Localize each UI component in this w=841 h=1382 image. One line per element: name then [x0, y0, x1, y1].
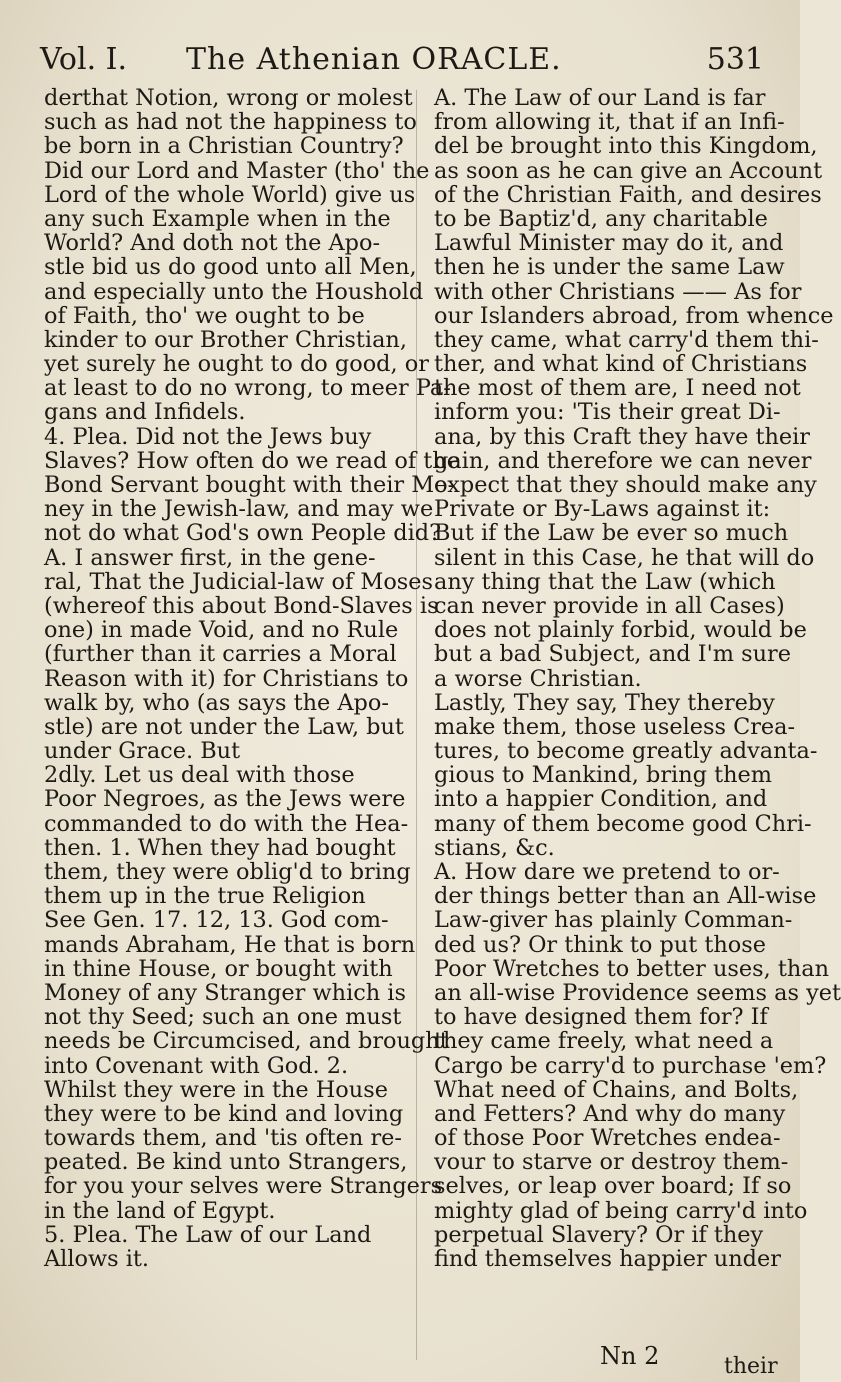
- text-line: as soon as he can give an Account: [434, 157, 823, 184]
- text-line: them, they were oblig'd to bring: [44, 859, 411, 885]
- text-line: but a bad Subject, and I'm sure: [434, 641, 791, 668]
- text-line: any such Example when in the: [44, 205, 391, 232]
- left-column: [44, 85, 460, 1272]
- text-line: can never provide in all Cases): [434, 592, 785, 619]
- text-line: ral, That the Judicial-law of Moses: [44, 568, 434, 595]
- text-line: with other Christians —— As for: [434, 278, 802, 305]
- text-line: gans and Infidels.: [44, 399, 246, 426]
- text-line: vour to starve or destroy them-: [434, 1149, 789, 1176]
- text-line: Private or By-Laws against it:: [434, 496, 771, 523]
- text-line: of those Poor Wretches endea-: [434, 1125, 781, 1152]
- text-line: Money of any Stranger which is: [44, 979, 406, 1006]
- text-line: 2dly. Let us deal with those: [44, 762, 355, 789]
- text-line: then. 1. When they had bought: [44, 834, 396, 861]
- text-line: them up in the true Religion: [44, 883, 366, 910]
- text-line: from allowing it, that if an Infi-: [434, 109, 785, 136]
- text-line: perpetual Slavery? Or if they: [434, 1221, 764, 1248]
- text-line: Slaves? How often do we read of the: [44, 447, 460, 474]
- text-line: into a happier Condition, and: [434, 786, 768, 813]
- page-number: 531: [706, 42, 764, 77]
- text-line: A. How dare we pretend to or-: [434, 859, 780, 885]
- text-line: (further than it carries a Moral: [44, 641, 397, 668]
- text-line: stle) are not under the Law, but: [44, 713, 404, 740]
- text-line: stle bid us do good unto all Men,: [44, 254, 417, 281]
- text-line: they were to be kind and loving: [44, 1100, 404, 1127]
- text-line: silent in this Case, he that will do: [434, 544, 815, 571]
- text-line: mighty glad of being carry'd into: [434, 1197, 808, 1224]
- text-line: expect that they should make any: [434, 472, 817, 498]
- text-line: World? And doth not the Apo-: [44, 230, 381, 257]
- text-line: gain, and therefore we can never: [434, 447, 812, 474]
- text-line: then he is under the same Law: [434, 254, 785, 281]
- text-line: See Gen. 17. 12, 13. God com-: [44, 907, 389, 934]
- text-line: they came, what carry'd them thi-: [434, 326, 819, 353]
- text-line: kinder to our Brother Christian,: [44, 326, 407, 353]
- text-line: ana, by this Craft they have their: [434, 423, 810, 450]
- text-line: selves, or leap over board; If so: [434, 1173, 792, 1200]
- text-line: But if the Law be ever so much: [434, 520, 789, 547]
- text-line: Allows it.: [44, 1246, 150, 1272]
- text-line: A. The Law of our Land is far: [434, 85, 766, 111]
- text-line: ney in the Jewish-law, and may we: [44, 496, 434, 523]
- text-line: Whilst they were in the House: [44, 1076, 388, 1103]
- text-line: Lawful Minister may do it, and: [434, 230, 784, 257]
- text-line: an all-wise Providence seems as yet: [434, 979, 841, 1006]
- text-line: the most of them are, I need not: [434, 375, 801, 402]
- text-line: Bond Servant bought with their Mo-: [44, 472, 456, 498]
- text-line: commanded to do with the Hea-: [44, 810, 409, 837]
- text-line: Lord of the whole World) give us: [44, 181, 416, 208]
- text-line: does not plainly forbid, would be: [434, 617, 807, 644]
- text-line: one) in made Void, and no Rule: [44, 617, 399, 644]
- text-line: into Covenant with God. 2.: [44, 1052, 349, 1079]
- text-line: ther, and what kind of Christians: [434, 351, 808, 378]
- text-line: inform you: 'Tis their great Di-: [434, 399, 781, 426]
- text-line: A. I answer first, in the gene-: [44, 544, 376, 571]
- text-line: find themselves happier under: [434, 1246, 781, 1272]
- text-line: under Grace. But: [44, 738, 241, 765]
- text-line: gious to Mankind, bring them: [434, 762, 772, 789]
- text-line: yet surely he ought to do good, or: [44, 351, 429, 378]
- text-line: not do what God's own People did?: [44, 520, 442, 547]
- text-line: del be brought into this Kingdom,: [434, 133, 818, 160]
- text-line: in the land of Egypt.: [44, 1197, 276, 1224]
- text-line: 5. Plea. The Law of our Land: [44, 1221, 372, 1248]
- text-line: be born in a Christian Country?: [44, 133, 404, 160]
- text-line: a worse Christian.: [434, 665, 642, 692]
- text-line: mands Abraham, He that is born: [44, 931, 416, 958]
- text-line: to have designed them for? If: [434, 1004, 768, 1031]
- text-line: make them, those useless Crea-: [434, 713, 796, 740]
- text-line: peated. Be kind unto Strangers,: [44, 1149, 408, 1176]
- text-line: Poor Negroes, as the Jews were: [44, 786, 406, 813]
- publication-title: The Athenian ORACLE.: [186, 42, 562, 77]
- text-line: needs be Circumcised, and brought: [44, 1028, 449, 1055]
- text-line: Cargo be carry'd to purchase 'em?: [434, 1052, 827, 1079]
- text-line: Lastly, They say, They thereby: [434, 689, 775, 716]
- text-line: of Faith, tho' we ought to be: [44, 302, 365, 329]
- text-line: not thy Seed; such an one must: [44, 1004, 402, 1031]
- text-line: such as had not the happiness to: [44, 109, 417, 136]
- text-line: Reason with it) for Christians to: [44, 665, 409, 692]
- text-line: and especially unto the Houshold: [44, 278, 424, 305]
- text-line: many of them become good Chri-: [434, 810, 812, 837]
- text-line: 4. Plea. Did not the Jews buy: [44, 423, 372, 450]
- text-line: Law-giver has plainly Comman-: [434, 907, 793, 934]
- text-line: and Fetters? And why do many: [434, 1100, 786, 1127]
- text-line: stians, &c.: [434, 834, 555, 861]
- text-line: in thine House, or bought with: [44, 955, 393, 982]
- text-line: derthat Notion, wrong or molest: [44, 85, 413, 111]
- text-line: at least to do no wrong, to meer Pa-: [44, 375, 451, 402]
- text-line: towards them, and 'tis often re-: [44, 1125, 402, 1152]
- text-line: our Islanders abroad, from whence: [434, 302, 834, 329]
- text-line: tures, to become greatly advanta-: [434, 738, 818, 765]
- text-line: Poor Wretches to better uses, than: [434, 955, 830, 982]
- signature-mark: Nn 2: [600, 1342, 660, 1370]
- text-line: to be Baptiz'd, any charitable: [434, 205, 768, 232]
- text-line: (whereof this about Bond-Slaves is: [44, 592, 439, 619]
- right-column: [434, 85, 841, 1272]
- volume-label: Vol. I.: [40, 42, 128, 77]
- text-line: Did our Lord and Master (tho' the: [44, 157, 430, 184]
- text-line: der things better than an All-wise: [434, 883, 817, 910]
- running-header: [40, 42, 764, 78]
- text-line: any thing that the Law (which: [434, 568, 776, 595]
- text-line: ded us? Or think to put those: [434, 931, 767, 958]
- text-line: for you your selves were Strangers: [44, 1173, 443, 1200]
- text-line: walk by, who (as says the Apo-: [44, 689, 389, 716]
- catchword: their: [724, 1354, 778, 1379]
- text-line: What need of Chains, and Bolts,: [434, 1076, 799, 1103]
- text-line: they came freely, what need a: [434, 1028, 774, 1055]
- text-line: of the Christian Faith, and desires: [434, 181, 822, 208]
